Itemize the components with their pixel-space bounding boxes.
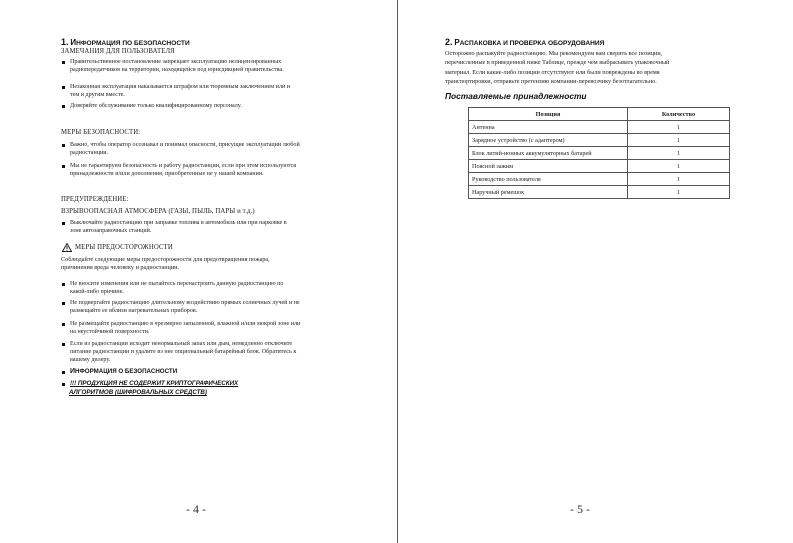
safety-1 bbox=[70, 141, 300, 157]
page-number-right: - 5 - bbox=[570, 502, 590, 516]
section-2-title-rest: АСПАКОВКА И ПРОВЕРКА ОБОРУДОВАНИЯ bbox=[459, 40, 605, 47]
user-note-3-line-1: Доверяйте обслуживание только квалифицированному персоналу. bbox=[70, 103, 242, 109]
precaution-1-line-2: какой-либо причине. bbox=[70, 289, 124, 296]
precaution-4-line-1: Если из радиостанции исходит ненормальный запах или дым, немедленно отключите bbox=[70, 341, 293, 347]
safety-2-line-1: Мы не гарантируем безопасность и работу радиостанции, если при этом используются bbox=[70, 163, 297, 169]
table-row bbox=[469, 160, 730, 173]
user-note-3 bbox=[70, 102, 242, 110]
explosive-1 bbox=[70, 219, 287, 235]
section-2-title bbox=[445, 37, 604, 47]
table-header-row bbox=[469, 108, 730, 121]
item-cell: Наручный ремешок bbox=[469, 186, 628, 199]
explosive-1-line-1: Выключайте радиостанцию при заправке топлива в автомобиль или при парковке в bbox=[70, 220, 287, 226]
bullet bbox=[62, 144, 65, 147]
explosive-header: ВЗРЫВООПАСНАЯ АТМОСФЕРА (ГАЗЫ, ПЫЛЬ, ПАРЫ и т.д.) bbox=[61, 208, 255, 215]
item-cell: Зарядное устройство (с адаптером) bbox=[469, 134, 628, 147]
table-row bbox=[469, 173, 730, 186]
precaution-2-line-1: Не подвергайте радиостанцию длительному воздействию прямых солнечных лучей и не bbox=[70, 300, 300, 306]
user-note-1-line-1: Правительственное постановление запрещает эксплуатацию нелицензированных bbox=[70, 59, 282, 65]
table-row bbox=[469, 134, 730, 147]
warnings-header: ПРЕДУПРЕЖДЕНИЕ: bbox=[61, 196, 129, 203]
safety-1-line-1: Важно, чтобы оператор осознавал и понимал опасности, присущие эксплуатации любой bbox=[70, 142, 300, 148]
precautions-header: МЕРЫ ПРЕДОСТОРОЖНОСТИ bbox=[75, 244, 173, 251]
precaution-3-line-1: Не размещайте радиостанцию в чрезмерно запыленной, влажной и/или мокрой зоне или bbox=[70, 321, 301, 327]
item-cell: Поясной зажим bbox=[469, 160, 628, 173]
table-row bbox=[469, 147, 730, 160]
safety-header: МЕРЫ БЕЗОПАСНОСТИ: bbox=[61, 129, 141, 136]
safety-1-line-2: радиостанции. bbox=[70, 150, 109, 157]
precaution-3-line-2: на неустойчивой поверхности. bbox=[70, 329, 150, 336]
section-1-title bbox=[61, 37, 190, 47]
section-2-initial: Р bbox=[454, 38, 460, 47]
user-note-2 bbox=[70, 83, 290, 99]
user-note-1-line-2: радиопередатчиков на территории, находящейся под юрисдикцией правительства. bbox=[70, 67, 284, 74]
crypto-notice bbox=[70, 379, 238, 397]
user-note-1 bbox=[70, 58, 284, 74]
bullet bbox=[62, 383, 65, 386]
precautions-intro-line-2: причинения вреда человеку и радиостанции. bbox=[61, 264, 180, 272]
bullet bbox=[62, 165, 65, 168]
precaution-4-line-2: питание радиостанции и удалите из нее опциональный батарейный блок. Обратитесь к bbox=[70, 349, 297, 356]
bullet bbox=[62, 323, 65, 326]
accessories-table bbox=[468, 107, 730, 199]
unpack-intro bbox=[445, 49, 669, 86]
user-note-2-line-2: тем и другим вместе. bbox=[70, 92, 125, 99]
unpack-intro-line-3: материал. Если какие-либо позиции отсутствуют или были повреждены во время bbox=[445, 68, 660, 76]
bullet bbox=[62, 283, 65, 286]
qty-cell: 1 bbox=[628, 121, 730, 134]
section-2-number: 2. bbox=[445, 37, 453, 47]
unpack-intro-line-2: перечисленные в приведенной ниже Таблице, прежде чем выбрасывать упаковочный bbox=[445, 59, 670, 67]
qty-cell: 1 bbox=[628, 173, 730, 186]
precaution-4 bbox=[70, 340, 296, 364]
qty-cell: 1 bbox=[628, 147, 730, 160]
table-row bbox=[469, 121, 730, 134]
precaution-4-line-3: вашему дилеру. bbox=[70, 357, 111, 364]
right-page bbox=[398, 0, 793, 543]
section-1-title-rest: НФОРМАЦИЯ ПО БЕЗОПАСНОСТИ bbox=[76, 40, 190, 47]
precaution-1-line-1: Не вносите изменения или не пытайтесь перенастроить данную радиостанцию по bbox=[70, 281, 284, 287]
precautions-intro bbox=[61, 256, 270, 272]
user-note-2-line-1: Незаконная эксплуатация наказывается штрафом или тюремным заключением или и bbox=[70, 84, 291, 90]
crypto-notice-line-1: !!! ПРОДУКЦИЯ НЕ СОДЕРЖИТ КРИПТОГРАФИЧЕСКИХ bbox=[70, 380, 239, 387]
item-cell: Руководство пользователя bbox=[469, 173, 628, 186]
qty-cell: 1 bbox=[628, 160, 730, 173]
bullet bbox=[62, 105, 65, 108]
column-header-item: Позиция bbox=[469, 108, 628, 121]
precautions-intro-line-1: Соблюдайте следующие меры предосторожности для предотвращения пожара, bbox=[61, 256, 270, 263]
warning-icon bbox=[62, 243, 72, 252]
bullet bbox=[62, 61, 65, 64]
explosive-1-line-2: зоне автозаправочных станций. bbox=[70, 228, 152, 235]
safety-2 bbox=[70, 162, 296, 178]
section-1-number: 1. bbox=[61, 37, 69, 47]
safety-2-line-2: принадлежности и/или дополнения, приобретенные не у нашей компании. bbox=[70, 171, 264, 178]
qty-cell: 1 bbox=[628, 134, 730, 147]
item-cell: Антенна bbox=[469, 121, 628, 134]
precaution-2-line-2: размещайте ее вблизи нагревательных приборов. bbox=[70, 308, 198, 315]
page-number-left: - 4 - bbox=[186, 502, 206, 516]
accessories-heading: Поставляемые принадлежности bbox=[445, 91, 587, 101]
bullet bbox=[62, 343, 65, 346]
table-row bbox=[469, 186, 730, 199]
bullet bbox=[62, 302, 65, 305]
safety-info-label bbox=[70, 368, 177, 375]
unpack-intro-line-4: транспортировки, отправьте претензию компании-перевозчику безотлагательно. bbox=[445, 77, 657, 85]
item-cell: Блок литий-ионных аккумуляторных батарей bbox=[469, 147, 628, 160]
section-1-initial: И bbox=[70, 38, 77, 47]
bullet bbox=[62, 222, 65, 225]
crypto-notice-line-2: АЛГОРИТМОВ (ШИФРОВАЛЬНЫХ СРЕДСТВ) bbox=[69, 389, 207, 396]
safety-info-initial: И bbox=[70, 368, 76, 375]
precaution-2 bbox=[70, 299, 300, 315]
bullet bbox=[62, 86, 65, 89]
bullet bbox=[62, 371, 65, 374]
precaution-3 bbox=[70, 320, 300, 336]
unpack-intro-line-1: Осторожно распакуйте радиостанцию. Мы рекомендуем вам сверить все позиции, bbox=[445, 50, 663, 57]
column-header-qty: Количество bbox=[628, 108, 730, 121]
qty-cell: 1 bbox=[628, 186, 730, 199]
safety-info-rest: НФОРМАЦИЯ О БЕЗОПАСНОСТИ bbox=[75, 368, 178, 375]
user-notes-header: ЗАМЕЧАНИЯ ДЛЯ ПОЛЬЗОВАТЕЛЯ bbox=[61, 48, 175, 55]
precaution-1 bbox=[70, 280, 283, 296]
